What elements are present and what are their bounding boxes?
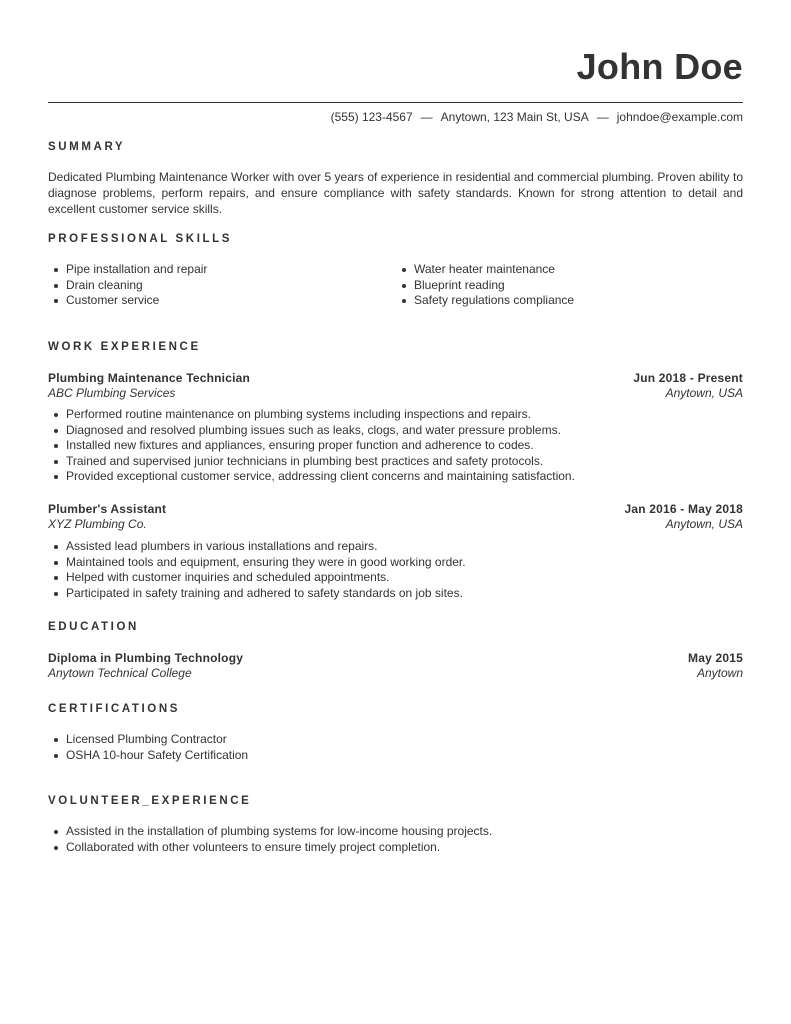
job-bullet: Diagnosed and resolved plumbing issues such as leaks, clogs, and water pressure problems. [48,423,575,439]
certification-item: Licensed Plumbing Contractor [48,732,248,748]
skill-item: Blueprint reading [396,278,574,294]
contact-line [331,110,743,124]
volunteer-item: Assisted in the installation of plumbing systems for low-income housing projects. [48,824,492,840]
job-bullets [48,407,575,485]
job-bullet: Participated in safety training and adhered to safety standards on job sites. [48,586,466,602]
skill-item: Safety regulations compliance [396,293,574,309]
skill-item: Water heater maintenance [396,262,574,278]
job-header [48,371,743,387]
job-company: ABC Plumbing Services [48,386,176,400]
certifications-heading: CERTIFICATIONS [48,703,181,715]
contact-phone: (555) 123-4567 [330,110,413,124]
education-heading: EDUCATION [48,621,139,633]
education-header [48,651,743,667]
skill-item: Customer service [48,293,207,309]
job-title: Plumbing Maintenance Technician [48,371,251,385]
job-location: Anytown, USA [665,517,743,531]
job-bullet: Installed new fixtures and appliances, ensuring proper function and adherence to codes. [48,438,575,454]
contact-separator: — [420,110,433,124]
candidate-name: John Doe [576,46,743,87]
contact-separator: — [596,110,609,124]
skills-list-left [48,262,207,309]
header-divider [48,102,743,103]
job-bullet: Helped with customer inquiries and scheduled appointments. [48,570,466,586]
job-bullet: Performed routine maintenance on plumbing systems including inspections and repairs. [48,407,575,423]
school-location: Anytown [696,666,743,680]
contact-email: johndoe@example.com [616,110,743,124]
job-bullet: Provided exceptional customer service, addressing client concerns and maintaining satisfaction. [48,469,575,485]
job-bullet: Maintained tools and equipment, ensuring they were in good working order. [48,555,466,571]
job-subheader [48,386,743,402]
graduation-date: May 2015 [688,651,743,665]
experience-heading: WORK EXPERIENCE [48,341,201,353]
volunteer-item: Collaborated with other volunteers to ensure timely project completion. [48,840,492,856]
job-title: Plumber's Assistant [48,502,167,516]
education-subheader [48,666,743,682]
job-dates: Jun 2018 - Present [633,371,743,385]
job-subheader [48,517,743,533]
skill-item: Pipe installation and repair [48,262,207,278]
contact-address: Anytown, 123 Main St, USA [440,110,589,124]
certification-item: OSHA 10-hour Safety Certification [48,748,248,764]
volunteer-list [48,824,492,855]
job-bullet: Trained and supervised junior technicians in plumbing best practices and safety protocols. [48,454,575,470]
job-company: XYZ Plumbing Co. [48,517,147,531]
certifications-list [48,732,248,763]
job-bullet: Assisted lead plumbers in various installations and repairs. [48,539,466,555]
skills-list-right [396,262,574,309]
volunteer-heading: VOLUNTEER_EXPERIENCE [48,795,252,807]
job-dates: Jan 2016 - May 2018 [624,502,743,516]
summary-text: Dedicated Plumbing Maintenance Worker with over 5 years of experience in residential and commercial plumbing. Proven ability to diagnose problems, perform repairs, and ensure compliance with safety standards. Known for strong attention to detail and excellent customer service skills. [48,170,743,216]
degree-name: Diploma in Plumbing Technology [48,651,244,665]
summary-heading: SUMMARY [48,141,126,153]
job-location: Anytown, USA [665,386,743,400]
job-bullets [48,539,466,601]
school-name: Anytown Technical College [48,666,192,680]
skills-heading: PROFESSIONAL SKILLS [48,233,233,245]
job-header [48,502,743,518]
skill-item: Drain cleaning [48,278,207,294]
